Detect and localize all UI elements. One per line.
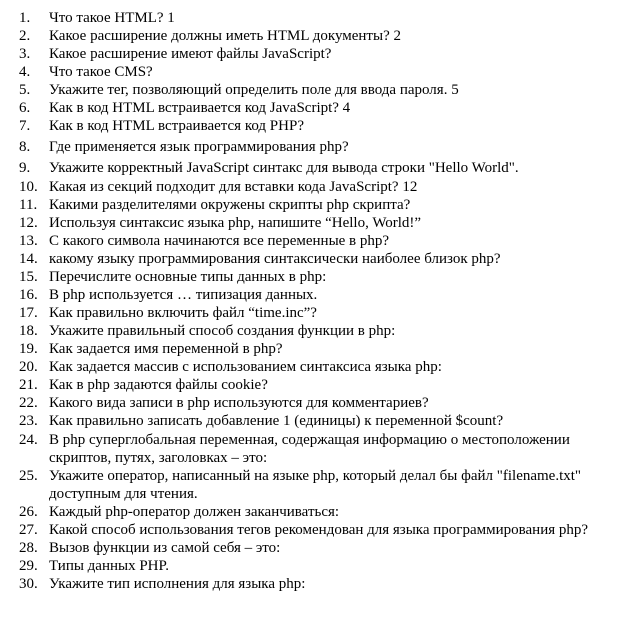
- question-item: [0, 575, 644, 593]
- question-number: 3.: [19, 46, 31, 62]
- question-number: 23.: [19, 413, 38, 429]
- question-text: Где применяется язык программирования php?: [49, 139, 349, 155]
- question-item: [0, 214, 644, 232]
- question-item: [0, 539, 644, 557]
- question-text: Укажите тип исполнения для языка php:: [49, 576, 306, 592]
- question-text: Как правильно включить файл “time.inc”?: [49, 305, 317, 321]
- question-item: [0, 322, 644, 340]
- question-item: [0, 376, 644, 394]
- question-text: Какими разделителями окружены скрипты php скрипта?: [49, 197, 411, 213]
- question-item: [0, 412, 644, 430]
- question-text: Используя синтаксис языка php, напишите “Hello, World!”: [49, 215, 422, 231]
- question-number: 11.: [19, 197, 38, 213]
- question-text: С какого символа начинаются все переменные в php?: [49, 233, 390, 249]
- question-item: [0, 268, 644, 286]
- question-item: [0, 178, 644, 196]
- question-text: Какое расширение имеют файлы JavaScript?: [49, 46, 332, 62]
- question-number: 8.: [19, 139, 31, 155]
- question-item: [0, 117, 644, 135]
- question-text: какому языку программирования синтаксически наиболее близок php?: [49, 251, 501, 267]
- question-item: [0, 286, 644, 304]
- question-number: 2.: [19, 28, 31, 44]
- question-list: [0, 9, 644, 593]
- question-text: Как правильно записать добавление 1 (единицы) к переменной $count?: [49, 413, 504, 429]
- question-item: [0, 503, 644, 521]
- question-item: [0, 45, 644, 63]
- question-text: Укажите корректный JavaScript синтакс для вывода строки "Hello World".: [49, 160, 519, 176]
- question-item: [0, 557, 644, 575]
- question-number: 9.: [19, 160, 31, 176]
- question-number: 4.: [19, 64, 31, 80]
- question-text: Что такое HTML? 1: [49, 10, 175, 26]
- question-text: В php суперглобальная переменная, содержащая информацию о местоположении скриптов, путях, заголовках – это:: [49, 432, 570, 466]
- question-number: 18.: [19, 323, 38, 339]
- question-number: 14.: [19, 251, 38, 267]
- question-item: [0, 394, 644, 412]
- question-text: Укажите правильный способ создания функции в php:: [49, 323, 396, 339]
- question-item: [0, 27, 644, 45]
- question-item: [0, 99, 644, 117]
- question-item: [0, 9, 644, 27]
- question-text: Какое расширение должны иметь HTML документы? 2: [49, 28, 401, 44]
- question-number: 1.: [19, 10, 31, 26]
- question-number: 17.: [19, 305, 38, 321]
- question-text: Какой способ использования тегов рекомендован для языка программирования php?: [49, 522, 589, 538]
- question-text: Укажите тег, позволяющий определить поле для ввода пароля. 5: [49, 82, 459, 98]
- question-number: 20.: [19, 359, 38, 375]
- question-text: Как в код HTML встраивается код JavaScript? 4: [49, 100, 351, 116]
- question-item: [0, 467, 644, 503]
- question-number: 5.: [19, 82, 31, 98]
- question-text: Каждый php-оператор должен заканчиваться:: [49, 504, 340, 520]
- question-item: [0, 521, 644, 539]
- question-number: 22.: [19, 395, 38, 411]
- question-item: [0, 250, 644, 268]
- question-text: Какая из секций подходит для вставки кода JavaScript? 12: [49, 179, 418, 195]
- question-number: 27.: [19, 522, 38, 538]
- question-number: 30.: [19, 576, 38, 592]
- question-number: 21.: [19, 377, 38, 393]
- question-text: Перечислите основные типы данных в php:: [49, 269, 327, 285]
- question-text: Как задается массив с использованием синтаксиса языка php:: [49, 359, 442, 375]
- question-number: 29.: [19, 558, 38, 574]
- question-number: 19.: [19, 341, 38, 357]
- question-item: [0, 63, 644, 81]
- question-text: Как в php задаются файлы cookie?: [49, 377, 268, 393]
- question-item: [0, 159, 644, 177]
- question-text: Как задается имя переменной в php?: [49, 341, 283, 357]
- question-number: 13.: [19, 233, 38, 249]
- question-item: [0, 196, 644, 214]
- question-number: 6.: [19, 100, 31, 116]
- question-text: Что такое CMS?: [49, 64, 153, 80]
- question-number: 10.: [19, 179, 38, 195]
- question-text: Как в код HTML встраивается код PHP?: [49, 118, 304, 134]
- question-text: Какого вида записи в php используются для комментариев?: [49, 395, 429, 411]
- question-text: Вызов функции из самой себя – это:: [49, 540, 281, 556]
- question-number: 28.: [19, 540, 38, 556]
- question-item: [0, 138, 644, 156]
- question-number: 15.: [19, 269, 38, 285]
- question-number: 25.: [19, 468, 38, 484]
- question-number: 16.: [19, 287, 38, 303]
- question-number: 24.: [19, 432, 38, 448]
- question-item: [0, 304, 644, 322]
- question-item: [0, 232, 644, 250]
- question-text: В php используется … типизация данных.: [49, 287, 318, 303]
- question-item: [0, 340, 644, 358]
- question-item: [0, 431, 644, 467]
- question-number: 26.: [19, 504, 38, 520]
- question-text: Типы данных PHP.: [49, 558, 169, 574]
- question-item: [0, 81, 644, 99]
- question-text: Укажите оператор, написанный на языке php, который делал бы файл "filename.txt" доступным для чтения.: [49, 468, 582, 502]
- question-number: 12.: [19, 215, 38, 231]
- question-number: 7.: [19, 118, 31, 134]
- question-item: [0, 358, 644, 376]
